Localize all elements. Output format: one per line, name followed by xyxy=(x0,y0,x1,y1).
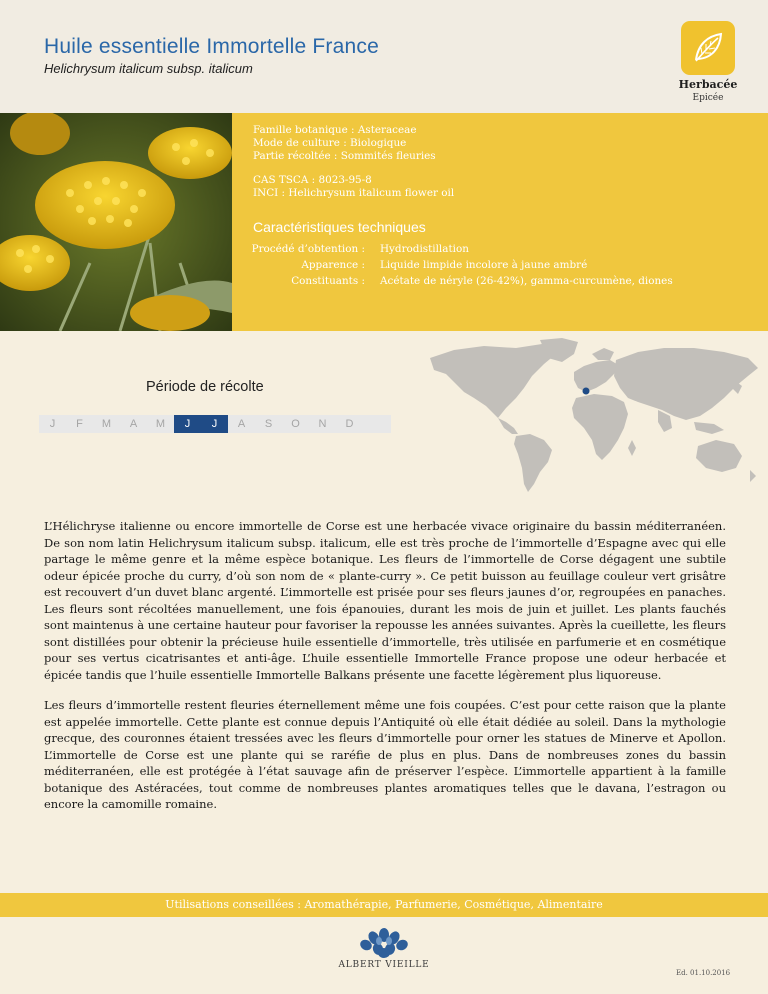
subcategory-name: Epicée xyxy=(692,93,724,103)
month-cell: N xyxy=(318,418,327,430)
edition-date: Ed. 01.10.2016 xyxy=(676,969,731,977)
category-name: Herbacée xyxy=(678,78,738,91)
product-title: Huile essentielle Immortelle France xyxy=(44,35,379,58)
tech-labels xyxy=(240,241,365,289)
month-cell: J xyxy=(49,418,56,430)
month-cell: F xyxy=(76,418,83,430)
description-paragraph: L’Hélichryse italienne ou encore immortelle de Corse est une herbacée vivace originaire du bassin méditerranéen. De son nom latin Helichrysum italicum subsp. italicum, elle est très proche de l’immortelle d’Espagne avec qui elle partage le même genre et la même espèce botanique. Les fleurs de l’immortelle de Corse dégagent une subtile odeur épicée proche du curry, d’où son nom de « plante-curry ». Ce petit buisson au feuillage couleur vert grisâtre est recouvert d’un duvet blanc argenté. L’immortelle est prisée pour ses fleurs jaunes d’or, regroupées en panaches. Les fleurs sont récoltées manuellement, une fois épanouies, durant les mois de juin et juillet. Les plants fauchés sont maintenus à une certaine hauteur pour favoriser la repousse les années suivantes. Après la cueillette, les fleurs sont distillées pour obtenir la précieuse huile essentielle d’immortelle, très utilisée en parfumerie et en cosmétique pour ses vertus cicatrisantes et anti-âge. L’huile essentielle Immortelle France propose une odeur herbacée et épicée tandis que l’huile essentielle Immortelle Balkans présente une facette légèrement plus liquoreuse. xyxy=(44,519,726,682)
tech-label: Constituants : xyxy=(291,275,365,287)
recommended-uses: Utilisations conseillées : Aromathérapie, Parfumerie, Cosmétique, Alimentaire xyxy=(165,898,603,911)
botanical-info xyxy=(253,124,436,163)
month-cell: A xyxy=(237,418,246,430)
tech-value: Acétate de néryle (26-42%), gamma-curcumène, diones xyxy=(380,275,673,287)
tech-label: Procédé d’obtention : xyxy=(251,243,365,255)
month-cell: D xyxy=(345,418,354,430)
brand-name: ALBERT VIEILLE xyxy=(338,960,430,970)
month-cell: O xyxy=(291,418,300,430)
tech-value: Liquide limpide incolore à jaune ambré xyxy=(380,259,588,271)
brand-logo-icon xyxy=(356,927,412,961)
month-cell: S xyxy=(264,418,273,430)
month-cell: M xyxy=(101,418,112,430)
botanical-family: Famille botanique : Asteraceae xyxy=(253,124,417,136)
tech-values xyxy=(380,241,673,289)
flower-photo xyxy=(0,113,232,331)
tech-value: Hydrodistillation xyxy=(380,243,469,255)
tech-label: Apparence : xyxy=(301,259,365,271)
world-map xyxy=(424,336,764,494)
month-cell: A xyxy=(129,418,138,430)
product-latin-name: Helichrysum italicum subsp. italicum xyxy=(44,61,253,76)
harvest-title: Période de récolte xyxy=(146,379,264,395)
description-paragraph: Les fleurs d’immortelle restent fleuries éternellement même une fois coupées. C’est pour cette raison que la plante est appelée immortelle. Cette plante est connue depuis l’Antiquité où elle était dédiée au soleil. Dans la mythologie grecque, des couronnes étaient tressées avec les fleurs d’immortelle pour orner les statues de Minerve et Apollon. L’immortelle de Corse est une plante qui se raréfie de plus en plus. Dans de nombreuses zones du bassin méditerranéen, elle est protégée à l’état sauvage afin de préserver l’espèce. L’immortelle appartient à la famille botanique des Astéracées, tout comme de nombreuses plantes aromatiques telles que le davana, l’estragon ou encore la camomille romaine. xyxy=(44,698,726,811)
month-cell: J xyxy=(201,415,228,433)
harvested-part: Partie récoltée : Sommités fleuries xyxy=(253,150,436,162)
month-cell: J xyxy=(174,415,201,433)
tech-section-title: Caractéristiques techniques xyxy=(253,219,426,235)
origin-marker xyxy=(583,388,590,395)
page-header xyxy=(0,0,768,113)
cas-number: CAS TSCA : 8023-95-8 xyxy=(253,174,372,186)
month-cell: M xyxy=(155,418,166,430)
leaf-icon xyxy=(688,28,728,68)
culture-mode: Mode de culture : Biologique xyxy=(253,137,407,149)
description xyxy=(44,518,726,813)
harvest-calendar xyxy=(39,415,391,433)
inci-name: INCI : Helichrysum italicum flower oil xyxy=(253,187,455,199)
category-badge xyxy=(681,21,735,75)
registry-info xyxy=(253,174,454,200)
